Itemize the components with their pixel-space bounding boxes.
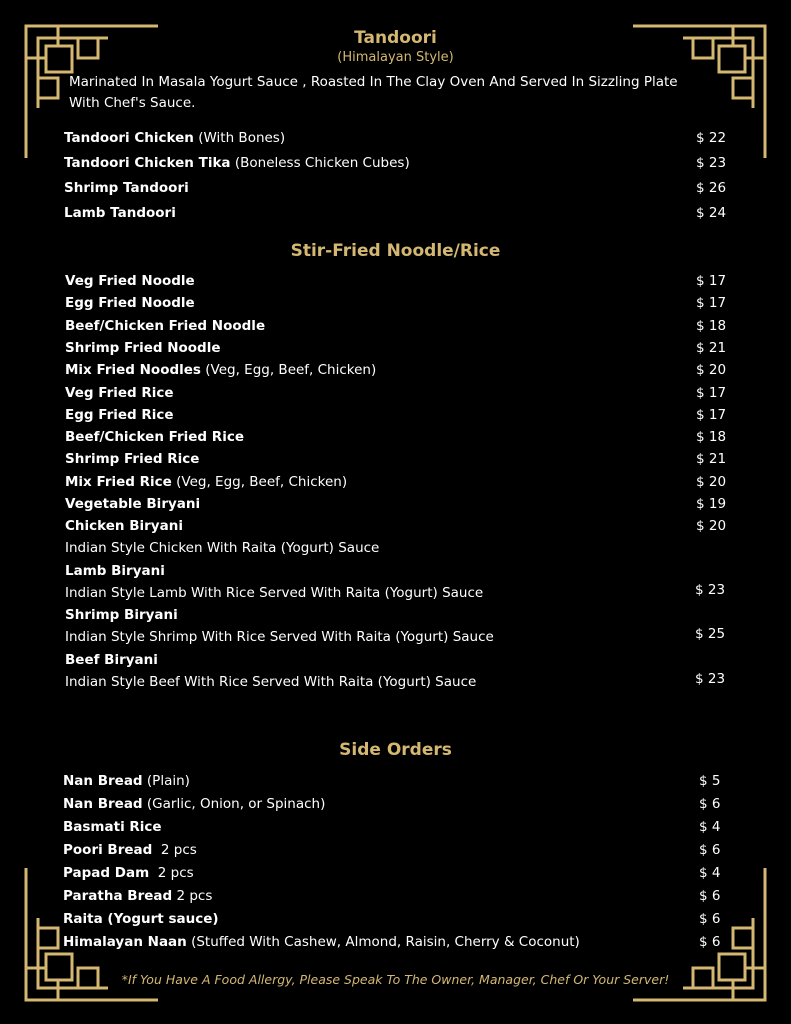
side-item-name: Nan Bread bbox=[63, 773, 143, 789]
side-item-name: Nan Bread bbox=[63, 796, 143, 812]
side-item bbox=[63, 842, 197, 858]
side-item-name: Himalayan Naan bbox=[63, 934, 187, 950]
side-item bbox=[63, 888, 212, 904]
tandoori-item-name: Tandoori Chicken Tika bbox=[64, 155, 231, 171]
side-item-note: (Stuffed With Cashew, Almond, Raisin, Cherry & Coconut) bbox=[191, 934, 580, 950]
side-item-name: Poori Bread bbox=[63, 842, 153, 858]
biryani-price: $ 25 bbox=[695, 626, 726, 642]
biryani-price: $ 23 bbox=[695, 671, 726, 687]
side-item-name: Papad Dam bbox=[63, 865, 150, 881]
side-item bbox=[63, 934, 580, 950]
side-item bbox=[63, 819, 162, 835]
biryani-desc: Indian Style Shrimp With Rice Served With Raita (Yogurt) Sauce bbox=[65, 629, 494, 645]
noodle-item bbox=[65, 385, 174, 401]
biryani-price: $ 23 bbox=[695, 582, 726, 598]
tandoori-item bbox=[64, 130, 285, 146]
tandoori-item-note: (Boneless Chicken Cubes) bbox=[234, 155, 410, 171]
side-item-note: 2 pcs bbox=[156, 842, 197, 858]
side-item bbox=[63, 796, 325, 812]
biryani-desc: Indian Style Beef With Rice Served With Raita (Yogurt) Sauce bbox=[65, 674, 477, 690]
noodle-item bbox=[65, 407, 174, 423]
tandoori-item bbox=[64, 155, 410, 171]
noodle-item-name: Vegetable Biryani bbox=[65, 496, 201, 512]
noodle-item bbox=[65, 340, 221, 356]
tandoori-item-price: $ 22 bbox=[696, 130, 727, 146]
tandoori-item-name: Lamb Tandoori bbox=[64, 205, 176, 221]
side-item-price: $ 5 bbox=[699, 773, 721, 789]
noodle-item bbox=[65, 318, 265, 334]
biryani-name: Lamb Biryani bbox=[65, 563, 165, 579]
noodle-item bbox=[65, 451, 199, 467]
side-item-name: Raita (Yogurt sauce) bbox=[63, 911, 219, 927]
side-item-note: 2 pcs bbox=[176, 888, 213, 904]
noodle-item bbox=[65, 362, 376, 378]
noodle-item-name: Beef/Chicken Fried Noodle bbox=[65, 317, 266, 334]
sides-title: Side Orders bbox=[339, 740, 452, 760]
tandoori-subtitle: (Himalayan Style) bbox=[337, 50, 454, 65]
side-item-price: $ 4 bbox=[699, 865, 721, 881]
noodle-item-price: $ 20 bbox=[696, 518, 727, 535]
tandoori-item-name: Shrimp Tandoori bbox=[64, 180, 189, 196]
noodle-item-price: $ 18 bbox=[696, 429, 727, 446]
side-item bbox=[63, 911, 219, 927]
side-item-name: Basmati Rice bbox=[63, 819, 162, 835]
noodle-item bbox=[65, 474, 347, 490]
noodle-item-price: $ 17 bbox=[696, 406, 727, 423]
noodle-item-price: $ 21 bbox=[696, 339, 727, 356]
noodle-item-price: $ 17 bbox=[696, 384, 727, 401]
noodle-item-note: (Veg, Egg, Beef, Chicken) bbox=[205, 362, 377, 379]
noodle-item bbox=[65, 518, 183, 534]
side-item bbox=[63, 865, 194, 881]
side-item-price: $ 6 bbox=[699, 888, 721, 904]
side-item bbox=[63, 773, 190, 789]
noodle-item-name: Chicken Biryani bbox=[65, 518, 183, 535]
tandoori-item-price: $ 26 bbox=[696, 180, 727, 196]
noodle-item-name: Egg Fried Noodle bbox=[65, 295, 195, 312]
noodle-item-price: $ 17 bbox=[696, 273, 727, 289]
noodle-item-price: $ 20 bbox=[696, 473, 727, 490]
side-item-price: $ 6 bbox=[699, 842, 721, 858]
tandoori-intro-line-2: With Chef's Sauce. bbox=[69, 95, 196, 111]
tandoori-item bbox=[64, 180, 189, 196]
tandoori-item-note: (With Bones) bbox=[198, 130, 286, 146]
biryani-name: Shrimp Biryani bbox=[65, 607, 178, 623]
noodles-title: Stir-Fried Noodle/Rice bbox=[290, 241, 501, 261]
noodle-item-name: Mix Fried Rice bbox=[65, 473, 172, 490]
side-item-price: $ 6 bbox=[699, 796, 721, 812]
side-item-price: $ 4 bbox=[699, 819, 721, 835]
biryani-name: Beef Biryani bbox=[65, 652, 158, 668]
side-item-note: (Plain) bbox=[146, 773, 190, 789]
noodle-item-name: Mix Fried Noodles bbox=[65, 362, 201, 379]
noodle-item bbox=[65, 496, 200, 512]
noodle-item-note: (Veg, Egg, Beef, Chicken) bbox=[176, 473, 348, 490]
noodle-item-name: Veg Fried Noodle bbox=[65, 273, 195, 289]
tandoori-item-price: $ 24 bbox=[696, 205, 727, 221]
side-item-name: Paratha Bread bbox=[63, 888, 173, 904]
noodle-item-name: Egg Fried Rice bbox=[65, 406, 174, 423]
tandoori-intro bbox=[69, 72, 729, 114]
noodle-item bbox=[65, 429, 244, 445]
noodle-item-name: Beef/Chicken Fried Rice bbox=[65, 429, 244, 446]
noodle-item-name: Veg Fried Rice bbox=[65, 384, 174, 401]
biryani-desc: Indian Style Lamb With Rice Served With Raita (Yogurt) Sauce bbox=[65, 585, 484, 601]
allergy-note: *If You Have A Food Allergy, Please Speak To The Owner, Manager, Chef Or Your Server! bbox=[121, 972, 670, 987]
noodle-item-price: $ 19 bbox=[696, 496, 727, 512]
chicken-biryani-desc: Indian Style Chicken With Raita (Yogurt) Sauce bbox=[65, 540, 380, 556]
noodle-item bbox=[65, 295, 195, 311]
side-item-note: (Garlic, Onion, or Spinach) bbox=[146, 796, 326, 812]
noodle-item-name: Shrimp Fried Noodle bbox=[65, 339, 221, 356]
tandoori-item-price: $ 23 bbox=[696, 155, 727, 171]
side-item-price: $ 6 bbox=[699, 934, 721, 950]
noodle-item-price: $ 18 bbox=[696, 317, 727, 334]
noodle-item-name: Shrimp Fried Rice bbox=[65, 451, 200, 468]
tandoori-intro-line-1: Marinated In Masala Yogurt Sauce , Roasted In The Clay Oven And Served In Sizzling Plate bbox=[69, 74, 678, 90]
side-item-price: $ 6 bbox=[699, 911, 721, 927]
tandoori-item bbox=[64, 205, 176, 221]
side-item-note: 2 pcs bbox=[153, 865, 194, 881]
noodle-item bbox=[65, 273, 195, 289]
noodle-item-price: $ 20 bbox=[696, 362, 727, 379]
tandoori-title: Tandoori bbox=[354, 28, 437, 48]
noodle-item-price: $ 21 bbox=[696, 451, 727, 468]
tandoori-item-name: Tandoori Chicken bbox=[64, 130, 194, 146]
noodle-item-price: $ 17 bbox=[696, 295, 727, 312]
